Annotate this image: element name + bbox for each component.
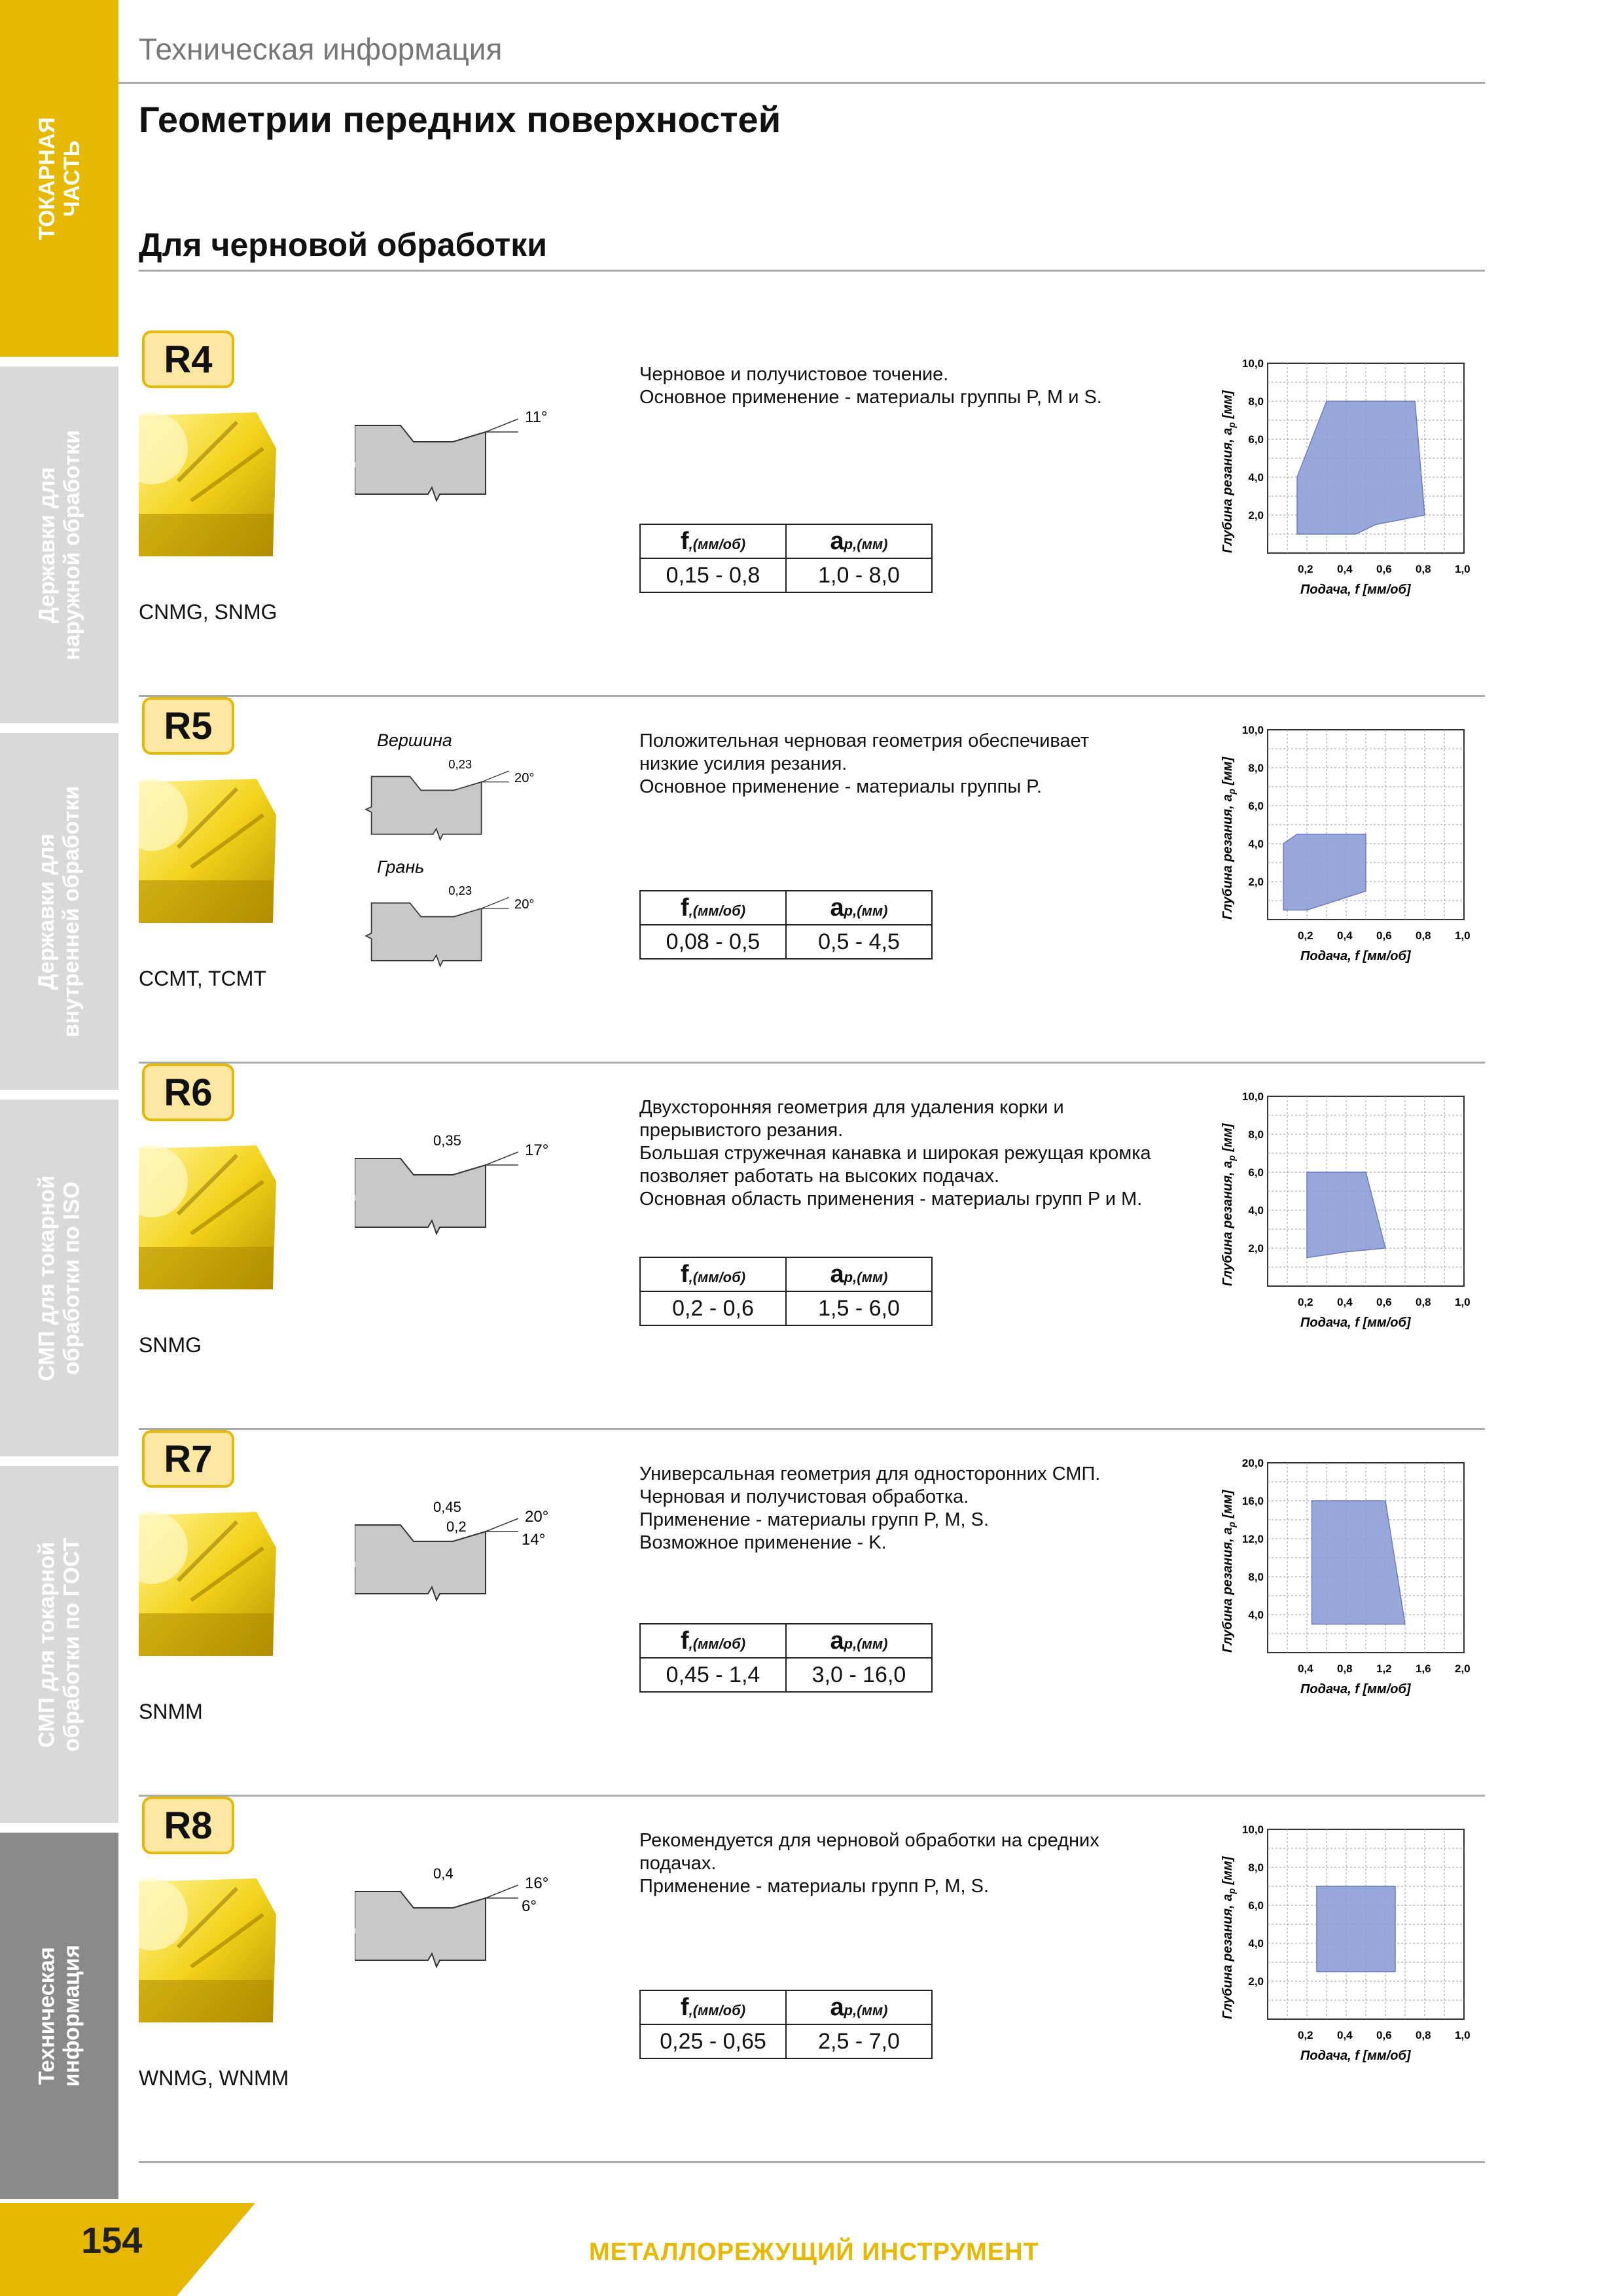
depth-range: 1,5 - 6,0 [786,1291,932,1325]
table-header-row [640,1990,932,2024]
profile-width: 0,4 [433,1865,454,1882]
sidebar-tab-label: Державки для [34,833,60,990]
insert-designation: CNMG, SNMG [139,600,277,624]
feed-unit: ,(мм/об) [688,535,746,552]
feed-range: 0,2 - 0,6 [640,1291,786,1325]
x-axis-label: Подача, f [мм/об] [1300,1316,1411,1330]
edge-profile [355,1116,564,1286]
y-axis-label-text: Глубина резания, a [1221,427,1235,553]
y-tick-label: 6,0 [1248,800,1264,812]
insert-image [139,1509,276,1659]
x-tick-label: 0,2 [1298,929,1313,942]
table-header-row [640,1257,932,1291]
edge-profile [355,383,564,553]
sidebar-tab-1[interactable] [0,0,118,357]
insert-side [139,1980,273,2022]
sidebar-tab-label: информация [59,1945,84,2087]
depth-unit: ,(мм) [853,1268,888,1285]
geometry-section-r8 [139,1797,1485,2163]
angle-line [482,897,509,908]
angle-line [482,771,509,782]
x-tick-label: 1,2 [1376,1662,1392,1675]
feed-range: 0,45 - 1,4 [640,1658,786,1692]
y-axis-label-unit: [мм] [1221,1123,1235,1156]
section-subtitle: Для черновой обработки [139,226,548,263]
y-axis-label-unit: [мм] [1221,390,1235,423]
edge-profile [355,1482,564,1653]
geometry-code-badge: R7 [142,1430,234,1488]
y-tick-label: 8,0 [1248,395,1264,408]
sidebar-tab-label: СМП для токарной [34,1175,60,1381]
insert-side [139,880,273,923]
feed-range: 0,08 - 0,5 [640,925,786,959]
x-axis-label: Подача, f [мм/об] [1300,1682,1411,1696]
edge-profile [355,1849,564,2019]
x-tick-label: 0,4 [1337,929,1353,942]
sidebar [0,0,118,2296]
angle-line [486,1152,518,1165]
chart [1205,331,1623,619]
y-axis-label-sub: p [1226,1522,1237,1528]
profile-block [355,425,486,501]
insert-designation: SNMM [139,1700,203,1723]
y-axis-label-sub: p [1226,422,1237,428]
y-tick-label: 2,0 [1248,1242,1264,1255]
x-tick-label: 2,0 [1455,1662,1471,1675]
y-tick-label: 10,0 [1241,1823,1264,1836]
x-axis-label: Подача, f [мм/об] [1300,949,1411,963]
x-tick-label: 0,6 [1376,1296,1392,1308]
depth-header [786,1624,932,1658]
x-tick-label: 1,0 [1455,563,1471,575]
chart [1205,697,1623,985]
feed-unit: ,(мм/об) [688,1268,746,1285]
depth-subscript: p [844,902,853,919]
x-tick-label: 0,8 [1337,1662,1353,1675]
insert-image [139,1875,276,2026]
header-divider [118,82,1485,84]
y-axis-label-text: Глубина резания, a [1221,794,1235,920]
profile-width: 0,35 [433,1132,461,1149]
x-tick-label: 1,6 [1416,1662,1431,1675]
y-tick-label: 6,0 [1248,1899,1264,1912]
y-tick-label: 4,0 [1248,1609,1264,1621]
depth-range: 3,0 - 16,0 [786,1658,932,1692]
page-number: 154 [81,2219,143,2261]
angle-line [486,1518,518,1532]
feed-header [640,891,786,925]
y-axis-label [1221,756,1237,920]
table-header-row [640,524,932,558]
geometry-section-r4 [139,331,1485,697]
profile-angle: 20° [525,1508,549,1526]
profile-angle-2: 6° [522,1897,537,1915]
y-axis-label-unit: [мм] [1221,1856,1235,1889]
depth-range: 1,0 - 8,0 [786,558,932,592]
x-tick-label: 1,0 [1455,929,1471,942]
feed-header [640,1257,786,1291]
x-tick-label: 1,0 [1455,1296,1471,1308]
insert-side [139,1247,273,1289]
y-tick-label: 10,0 [1241,1090,1264,1103]
cutting-parameters-table [639,1257,933,1326]
insert-designation: CCMT, TCMT [139,967,266,990]
y-tick-label: 8,0 [1248,1128,1264,1141]
y-tick-label: 16,0 [1241,1495,1264,1507]
feed-header [640,1624,786,1658]
geometry-code-badge: R5 [142,697,234,755]
feed-header [640,524,786,558]
y-axis-label-text: Глубина резания, a [1221,1893,1235,2019]
y-tick-label: 2,0 [1248,876,1264,888]
y-tick-label: 20,0 [1241,1457,1264,1469]
y-tick-label: 4,0 [1248,838,1264,850]
y-tick-label: 8,0 [1248,1861,1264,1874]
sidebar-tab-label: Техническая [34,1946,60,2085]
y-axis-label [1221,389,1237,553]
sidebar-tab-5[interactable] [0,1466,118,1823]
feed-unit: ,(мм/об) [688,2001,746,2018]
feed-symbol: f [680,527,689,555]
profile-label-tip: Вершина [377,730,452,751]
table-row [640,558,932,592]
x-tick-label: 1,0 [1455,2029,1471,2041]
feed-unit: ,(мм/об) [688,902,746,919]
y-tick-label: 6,0 [1248,1166,1264,1179]
profile-block-edge [366,903,481,967]
geometry-section-r6 [139,1064,1485,1430]
subtitle-divider [139,270,1485,272]
insert-image [139,1142,276,1293]
depth-header [786,891,932,925]
x-tick-label: 0,6 [1376,563,1392,575]
feed-symbol: f [680,1260,689,1288]
y-axis-label-sub: p [1226,1888,1237,1894]
y-tick-label: 10,0 [1241,724,1264,736]
profile-block [355,1158,486,1234]
depth-header [786,524,932,558]
insert-side [139,514,273,556]
insert-image [139,409,276,560]
feed-range: 0,25 - 0,65 [640,2024,786,2058]
geometry-description: Двухсторонняя геометрия для удаления корки и прерывистого резания. Большая стружечная канавка и широкая режущая кромка позволяет работать на высоких подачах. Основная область применения - материалы групп P и M. [639,1097,1151,1210]
angle-line [486,419,518,432]
y-tick-label: 8,0 [1248,1571,1264,1583]
x-tick-label: 0,6 [1376,2029,1392,2041]
x-tick-label: 0,8 [1416,563,1431,575]
geometry-section-r5 [139,697,1485,1064]
y-tick-label: 2,0 [1248,1975,1264,1988]
depth-header [786,1990,932,2024]
chart [1205,1430,1623,1718]
sidebar-tab-4[interactable] [0,1100,118,1456]
x-tick-label: 0,2 [1298,1296,1313,1308]
depth-unit: ,(мм) [853,902,888,919]
profile-angle-2: 20° [514,897,535,912]
sidebar-tab-label: наружной обработки [59,429,84,660]
sidebar-tab-label: Державки для [34,467,60,623]
table-row [640,925,932,959]
table-row [640,1658,932,1692]
sidebar-tab-label: ЧАСТЬ [59,140,84,217]
depth-symbol: a [830,893,844,922]
chart-region [1317,1886,1395,1972]
y-tick-label: 4,0 [1248,1937,1264,1950]
profile-angle-2: 14° [522,1531,546,1549]
y-tick-label: 2,0 [1248,509,1264,522]
y-tick-label: 4,0 [1248,471,1264,484]
insert-side [139,1613,273,1656]
y-tick-label: 12,0 [1241,1533,1264,1545]
y-axis-label-text: Глубина резания, a [1221,1527,1235,1653]
y-axis-label-sub: p [1226,789,1237,795]
sidebar-tab-label: ТОКАРНАЯ [34,117,60,240]
y-axis-label-text: Глубина резания, a [1221,1160,1235,1286]
depth-symbol: a [830,1626,844,1655]
geometry-section-r7 [139,1430,1485,1797]
depth-unit: ,(мм) [853,1635,888,1652]
feed-header [640,1990,786,2024]
geometry-description: Положительная черновая геометрия обеспечивает низкие усилия резания. Основное применение - материалы группы P. [639,730,1090,797]
cutting-parameters-table [639,1623,933,1693]
y-tick-label: 8,0 [1248,762,1264,774]
x-tick-label: 0,8 [1416,2029,1431,2041]
x-tick-label: 0,4 [1337,2029,1353,2041]
depth-subscript: p [844,1635,853,1652]
feed-symbol: f [680,1993,689,2021]
sidebar-tab-label: обработки по ISO [59,1181,84,1375]
y-axis-label-unit: [мм] [1221,1490,1235,1522]
header-label: Техническая информация [139,32,503,66]
page-title: Геометрии передних поверхностей [139,99,781,140]
depth-symbol: a [830,1260,844,1288]
y-axis-label-sub: p [1226,1155,1237,1161]
geometry-description: Рекомендуется для черновой обработки на средних подачах. Применение - материалы групп P, M, S. [639,1830,1099,1897]
depth-symbol: a [830,1993,844,2021]
insert-designation: SNMG [139,1333,202,1357]
y-tick-label: 4,0 [1248,1204,1264,1217]
profile-width: 0,23 [448,757,473,771]
cutting-parameters-table [639,890,933,960]
feed-symbol: f [680,1626,689,1655]
table-header-row [640,1624,932,1658]
profile-block [355,1892,486,1967]
section-divider [139,2161,1485,2163]
profile-angle: 20° [514,770,535,785]
y-tick-label: 6,0 [1248,433,1264,446]
depth-subscript: p [844,2001,853,2018]
depth-range: 2,5 - 7,0 [786,2024,932,2058]
sidebar-tab-3[interactable] [0,733,118,1090]
y-axis-label-unit: [мм] [1221,757,1235,789]
y-tick-label: 10,0 [1241,357,1264,370]
cutting-parameters-table [639,524,933,593]
profile-width-2: 0,2 [446,1518,467,1535]
chart [1205,1064,1623,1352]
x-axis-label: Подача, f [мм/об] [1300,583,1411,597]
x-tick-label: 0,4 [1337,563,1353,575]
angle-line [486,1885,518,1898]
depth-symbol: a [830,527,844,555]
x-tick-label: 0,4 [1298,1662,1313,1675]
insert-image [139,776,276,926]
profile-angle: 16° [525,1874,549,1892]
depth-range: 0,5 - 4,5 [786,925,932,959]
depth-unit: ,(мм) [853,535,888,552]
edge-profile [355,730,564,1005]
footer-title: МЕТАЛЛОРЕЖУЩИЙ ИНСТРУМЕНТ [589,2238,1039,2266]
geometry-code-badge: R4 [142,331,234,388]
x-tick-label: 0,4 [1337,1296,1353,1308]
insert-designation: WNMG, WNMM [139,2066,289,2090]
y-axis-label [1221,1122,1237,1286]
y-axis-label [1221,1856,1237,2019]
sidebar-tab-6[interactable] [0,1833,118,2199]
sidebar-tab-label: внутренней обработки [59,785,84,1037]
profile-width-2: 0,23 [448,884,473,897]
depth-subscript: p [844,535,853,552]
depth-unit: ,(мм) [853,2001,888,2018]
depth-header [786,1257,932,1291]
x-tick-label: 0,2 [1298,2029,1313,2041]
profile-width: 0,45 [433,1499,461,1515]
table-header-row [640,891,932,925]
table-row [640,2024,932,2058]
chart [1205,1797,1623,2085]
geometry-code-badge: R8 [142,1797,234,1854]
profile-angle: 17° [525,1141,549,1159]
x-axis-label: Подача, f [мм/об] [1300,2049,1411,2063]
geometry-code-badge: R6 [142,1064,234,1121]
profile-label-edge: Грань [377,857,425,877]
geometry-description: Универсальная геометрия для односторонних СМП. Черновая и получистовая обработка. Применение - материалы групп P, M, S. Возможное применение - K. [639,1463,1101,1553]
profile-angle: 11° [525,408,548,426]
geometry-description: Черновое и получистовое точение. Основное применение - материалы группы P, M и S. [639,364,1102,408]
feed-symbol: f [680,893,689,922]
x-tick-label: 0,2 [1298,563,1313,575]
table-row [640,1291,932,1325]
x-tick-label: 0,8 [1416,929,1431,942]
x-tick-label: 0,8 [1416,1296,1431,1308]
cutting-parameters-table [639,1990,933,2059]
feed-unit: ,(мм/об) [688,1635,746,1652]
y-axis-label [1221,1489,1237,1653]
sidebar-tab-2[interactable] [0,367,118,723]
profile-block [355,1525,486,1600]
depth-subscript: p [844,1268,853,1285]
x-tick-label: 0,6 [1376,929,1392,942]
profile-block-tip [366,776,481,840]
sidebar-tab-label: обработки по ГОСТ [59,1537,84,1751]
feed-range: 0,15 - 0,8 [640,558,786,592]
sidebar-tab-label: СМП для токарной [34,1541,60,1748]
